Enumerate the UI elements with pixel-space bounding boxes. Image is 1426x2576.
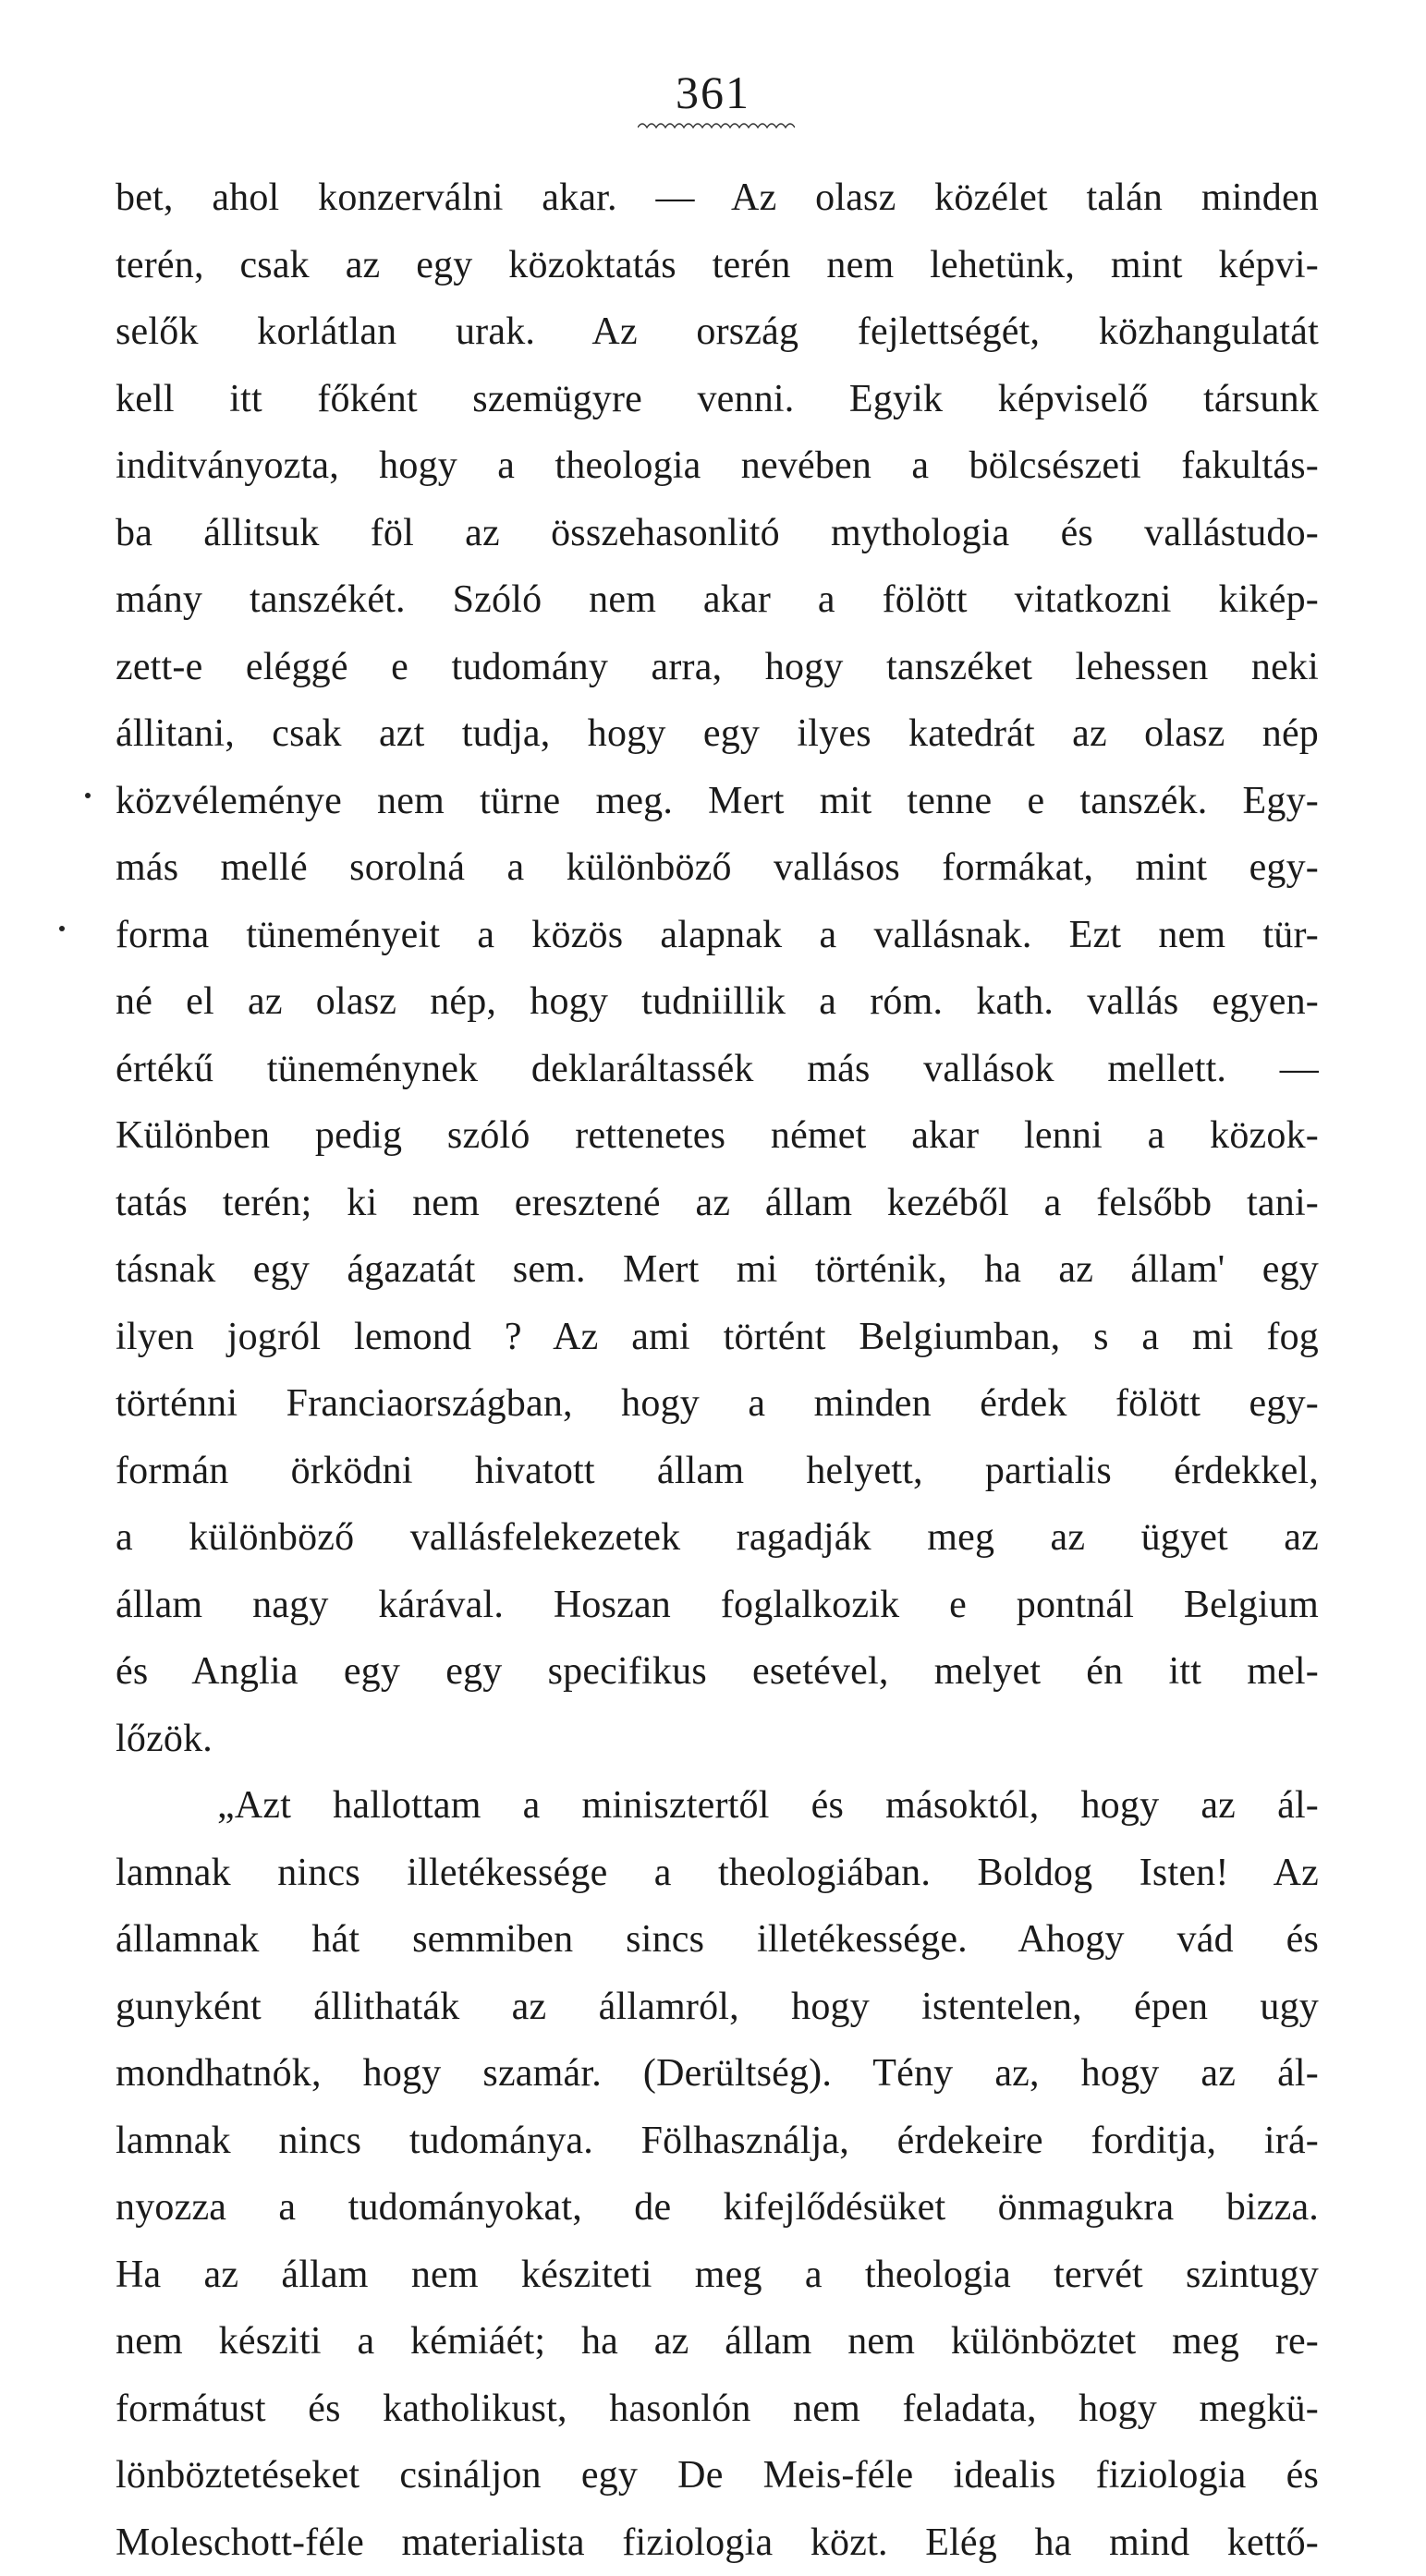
text-line: értékű tüneménynek deklaráltassék más vallások mellett. —	[116, 1036, 1319, 1103]
text-line: lamnak nincs illetékessége a theologiában. Boldog Isten! Az	[116, 1840, 1319, 1907]
body-text	[116, 164, 1319, 2576]
text-line: államnak hát semmiben sincs illetékessége. Ahogy vád és	[116, 1906, 1319, 1974]
text-line: kell itt főként szemügyre venni. Egyik képviselő társunk	[116, 366, 1319, 433]
text-line: mány tanszékét. Szóló nem akar a fölött vitatkozni kikép-	[116, 566, 1319, 634]
text-line: állam nagy kárával. Hoszan foglalkozik e pontnál Belgium	[116, 1572, 1319, 1639]
text-line: közvéleménye nem türne meg. Mert mit tenne e tanszék. Egy-	[116, 768, 1319, 835]
text-line: ba állitsuk föl az összehasonlitó mythologia és vallástudo-	[116, 500, 1319, 567]
text-line: és Anglia egy egy specifikus esetével, melyet én itt mel-	[116, 1638, 1319, 1706]
text-line: történni Franciaországban, hogy a minden érdek fölött egy-	[116, 1370, 1319, 1438]
margin-mark	[85, 793, 91, 798]
text-line: formán örködni hivatott állam helyett, partialis érdekkel,	[116, 1438, 1319, 1505]
text-line: né el az olasz nép, hogy tudniillik a róm. kath. vallás egyen-	[116, 968, 1319, 1036]
text-line: nem késziti a kémiáét; ha az állam nem különböztet meg re-	[116, 2308, 1319, 2376]
margin-mark	[59, 926, 65, 931]
text-line: lamnak nincs tudománya. Fölhasználja, érdekeire forditja, irá-	[116, 2108, 1319, 2175]
text-line: tásnak egy ágazatát sem. Mert mi történik, ha az állam' egy	[116, 1236, 1319, 1304]
text-line: tatás terén; ki nem eresztené az állam kezéből a felsőbb tani-	[116, 1170, 1319, 1237]
text-line: a különböző vallásfelekezetek ragadják meg az ügyet az	[116, 1504, 1319, 1572]
text-line: más mellé sorolná a különböző vallásos formákat, mint egy-	[116, 834, 1319, 902]
text-line: terén, csak az egy közoktatás terén nem lehetünk, mint képvi-	[116, 232, 1319, 299]
text-line: lőzök.	[116, 1706, 1319, 1773]
paragraph-first-line: „Azt hallottam a minisztertől és másoktól, hogy az ál-	[116, 1772, 1319, 1840]
text-line: gunyként állithaták az államról, hogy istentelen, épen ugy	[116, 1974, 1319, 2041]
text-line: Ha az állam nem késziteti meg a theologia tervét szintugy	[116, 2242, 1319, 2309]
text-line: inditványozta, hogy a theologia nevében a bölcsészeti fakultás-	[116, 432, 1319, 500]
text-line: állitani, csak azt tudja, hogy egy ilyes katedrát az olasz nép	[116, 700, 1319, 768]
text-line: zett-e eléggé e tudomány arra, hogy tanszéket lehessen neki	[116, 634, 1319, 701]
text-line: forma tüneményeit a közös alapnak a vallásnak. Ezt nem tür-	[116, 902, 1319, 969]
page-number: 361	[0, 65, 1426, 120]
text-line: nyozza a tudományokat, de kifejlődésüket önmagukra bizza.	[116, 2174, 1319, 2242]
text-line: bet, ahol konzerválni akar. — Az olasz közélet talán minden	[116, 164, 1319, 232]
page-number-ornament	[638, 118, 795, 133]
text-line: Moleschott-féle materialista fiziologia közt. Elég ha mind kettő-	[116, 2509, 1319, 2576]
text-line: selők korlátlan urak. Az ország fejlettségét, közhangulatát	[116, 298, 1319, 366]
text-line: lönböztetéseket csináljon egy De Meis-féle idealis fiziologia és	[116, 2442, 1319, 2509]
text-line: Különben pedig szóló rettenetes német akar lenni a közok-	[116, 1102, 1319, 1170]
text-line: mondhatnók, hogy szamár. (Derültség). Tény az, hogy az ál-	[116, 2040, 1319, 2108]
text-line: ilyen jogról lemond ? Az ami történt Belgiumban, s a mi fog	[116, 1304, 1319, 1371]
text-line: formátust és katholikust, hasonlón nem feladata, hogy megkü-	[116, 2376, 1319, 2443]
